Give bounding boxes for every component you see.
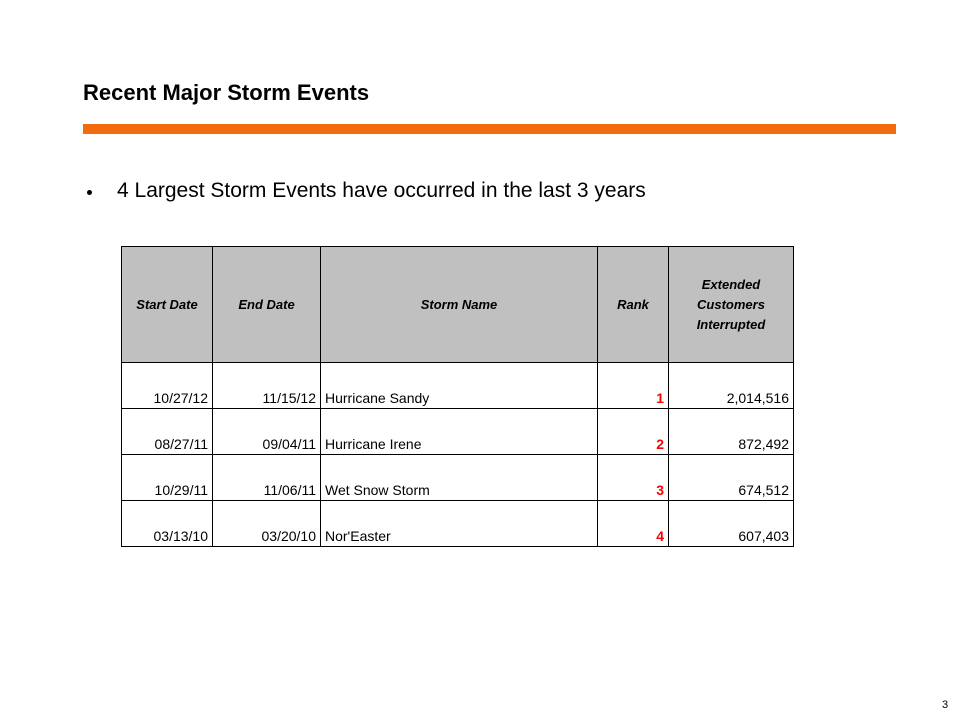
cell-rank: 3: [598, 455, 669, 501]
cell-storm-name: Hurricane Irene: [321, 409, 598, 455]
cell-start-date: 10/27/12: [122, 363, 213, 409]
table-row: [122, 363, 794, 409]
header-start-date: Start Date: [122, 247, 213, 363]
cell-storm-name: Nor'Easter: [321, 501, 598, 547]
header-rank: Rank: [598, 247, 669, 363]
bullet-dot-icon: [87, 190, 92, 195]
cell-start-date: 08/27/11: [122, 409, 213, 455]
cell-end-date: 03/20/10: [213, 501, 321, 547]
accent-bar: [83, 124, 896, 134]
table-row: [122, 455, 794, 501]
cell-rank: 2: [598, 409, 669, 455]
cell-customers-interrupted: 872,492: [669, 409, 794, 455]
cell-end-date: 09/04/11: [213, 409, 321, 455]
bullet-text: 4 Largest Storm Events have occurred in the last 3 years: [117, 179, 646, 202]
cell-storm-name: Wet Snow Storm: [321, 455, 598, 501]
cell-end-date: 11/15/12: [213, 363, 321, 409]
page-number: 3: [942, 699, 949, 711]
table-row: [122, 501, 794, 547]
table-row: [122, 409, 794, 455]
cell-start-date: 03/13/10: [122, 501, 213, 547]
table-header-row: [122, 247, 794, 363]
slide-title: Recent Major Storm Events: [83, 80, 370, 105]
storm-events-table: [121, 246, 794, 547]
cell-customers-interrupted: 674,512: [669, 455, 794, 501]
cell-customers-interrupted: 2,014,516: [669, 363, 794, 409]
cell-customers-interrupted: 607,403: [669, 501, 794, 547]
cell-rank: 1: [598, 363, 669, 409]
cell-start-date: 10/29/11: [122, 455, 213, 501]
header-customers-interrupted: Extended Customers Interrupted: [669, 247, 794, 363]
header-storm-name: Storm Name: [321, 247, 598, 363]
cell-storm-name: Hurricane Sandy: [321, 363, 598, 409]
cell-end-date: 11/06/11: [213, 455, 321, 501]
header-end-date: End Date: [213, 247, 321, 363]
cell-rank: 4: [598, 501, 669, 547]
